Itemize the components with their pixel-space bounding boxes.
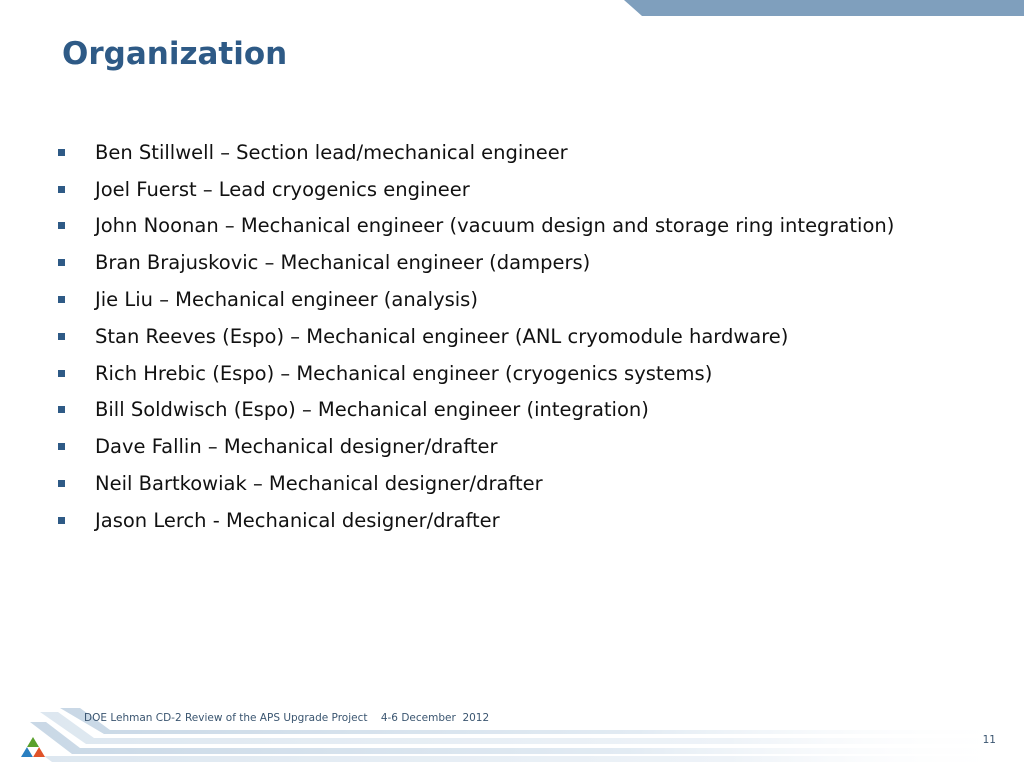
list-item-text: Bill Soldwisch (Espo) – Mechanical engineer (integration) <box>95 398 649 422</box>
list-item-text: Jie Liu – Mechanical engineer (analysis) <box>95 288 478 312</box>
list-item-text: Ben Stillwell – Section lead/mechanical engineer <box>95 140 568 164</box>
list-item-text: Jason Lerch - Mechanical designer/drafter <box>95 508 500 532</box>
argonne-logo-icon <box>20 736 46 758</box>
bullet-square-icon <box>58 517 65 524</box>
list-item-text: John Noonan – Mechanical engineer (vacuum design and storage ring integration) <box>95 214 895 238</box>
list-item <box>58 465 894 502</box>
bullet-list <box>58 134 894 539</box>
list-item <box>58 355 894 392</box>
bullet-square-icon <box>58 186 65 193</box>
bullet-square-icon <box>58 443 65 450</box>
list-item-text: Joel Fuerst – Lead cryogenics engineer <box>95 177 470 201</box>
list-item <box>58 208 894 245</box>
list-item-text: Stan Reeves (Espo) – Mechanical engineer (ANL cryomodule hardware) <box>95 324 789 348</box>
bullet-square-icon <box>58 333 65 340</box>
bullet-square-icon <box>58 296 65 303</box>
list-item-text: Rich Hrebic (Espo) – Mechanical engineer (cryogenics systems) <box>95 361 713 385</box>
list-item <box>58 318 894 355</box>
bullet-square-icon <box>58 370 65 377</box>
page-number: 11 <box>982 734 996 746</box>
list-item <box>58 502 894 539</box>
bullet-square-icon <box>58 480 65 487</box>
list-item <box>58 134 894 171</box>
list-item-text: Dave Fallin – Mechanical designer/drafter <box>95 435 498 459</box>
list-item-text: Neil Bartkowiak – Mechanical designer/drafter <box>95 472 543 496</box>
slide-title: Organization <box>62 36 288 72</box>
footer-text: DOE Lehman CD-2 Review of the APS Upgrade Project 4-6 December 2012 <box>84 712 490 724</box>
bullet-square-icon <box>58 259 65 266</box>
bullet-square-icon <box>58 406 65 413</box>
list-item <box>58 392 894 429</box>
bullet-square-icon <box>58 149 65 156</box>
list-item <box>58 244 894 281</box>
list-item <box>58 281 894 318</box>
list-item-text: Bran Brajuskovic – Mechanical engineer (dampers) <box>95 251 591 275</box>
list-item <box>58 428 894 465</box>
top-accent-bar <box>624 0 1024 16</box>
list-item <box>58 171 894 208</box>
bullet-square-icon <box>58 222 65 229</box>
